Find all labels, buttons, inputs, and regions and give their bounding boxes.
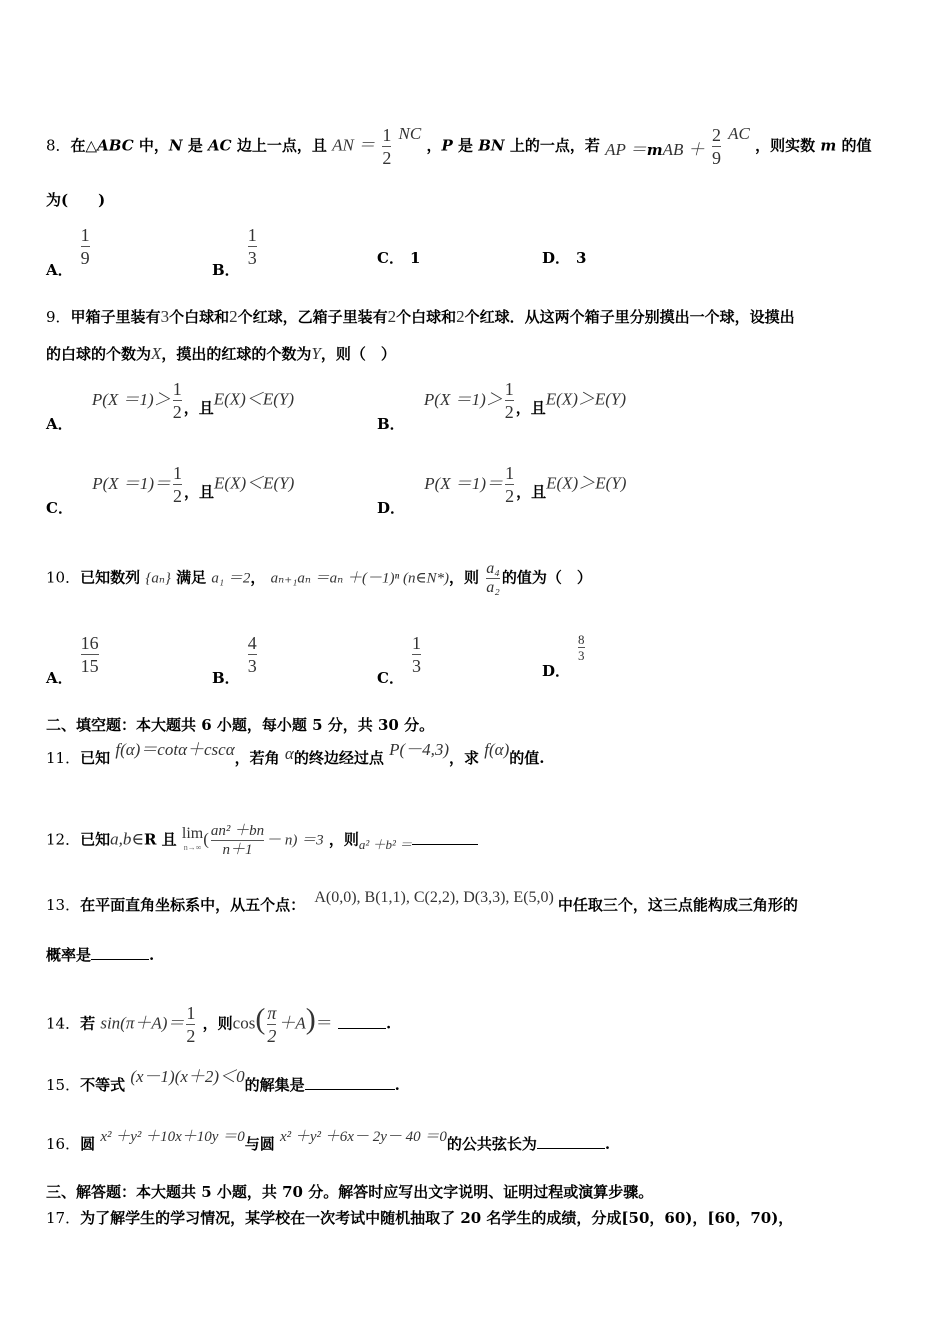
- q9-option-a: A． P(X ＝1)＞ $\frac{1}{2}$ ，且E(X)＜E(Y): [46, 379, 294, 433]
- q8-coef-fraction: $\frac{2}{9}$: [711, 125, 721, 168]
- q8-option-d: D． 3: [542, 249, 587, 267]
- q8-option-b: B． $\frac{1}{3}$: [212, 225, 257, 279]
- q13-answer-blank[interactable]: [91, 945, 149, 960]
- q10-option-d: D． $\frac{8}{3}$: [542, 632, 585, 680]
- q8-number: 8．: [46, 136, 71, 155]
- q9-option-d: D． P(X ＝1)＝ $\frac{1}{2}$ ，且E(X)＞E(Y): [377, 463, 627, 517]
- q13-line2: 概率是 .: [46, 946, 155, 964]
- q10-option-c: C． $\frac{1}{3}$: [377, 633, 421, 687]
- q16-line: 16．圆 x² ＋y² ＋10x＋10y ＝0与圆 x² ＋y² ＋6x－ 2y－ 40 ＝0的公共弦长为 .: [46, 1129, 611, 1153]
- q8-line1: 8．在△ABC 中，N 是 AC 边上一点，且 AN ＝ $\frac{1}{2}$ NC ，P 是 BN 上的一点，若 AP ＝mAB ＋ $\frac{2}{9}$ AC ，则实数 m 的值: [46, 123, 872, 168]
- q9-line2: 的白球的个数为X，摸出的红球的个数为Y，则（ ）: [46, 344, 396, 363]
- q15-answer-blank[interactable]: [305, 1075, 395, 1090]
- q12-line: 12．已知a,b∈R 且 lim n→∞ ( $\frac{\text{an² ＋bn}}{n+1}$ － n) ＝3 ，则a² ＋b² ＝: [46, 822, 478, 859]
- q10-option-a: A． $\frac{16}{15}$: [46, 633, 99, 687]
- q17-line: 17．为了解学生的学习情况，某学校在一次考试中随机抽取了 20 名学生的成绩，分成[50，60)，[60，70)，: [46, 1209, 794, 1227]
- q9-option-b: B． P(X ＝1)＞ $\frac{1}{2}$ ，且E(X)＞E(Y): [377, 379, 627, 433]
- q14-answer-blank[interactable]: [338, 1014, 386, 1029]
- section-2-heading: 二、填空题：本大题共 6 小题，每小题 5 分，共 30 分。: [46, 716, 435, 734]
- q8-option-a: A． $\frac{1}{9}$: [46, 225, 90, 279]
- q10-line: 10．已知数列 {aₙ} 满足 a₁ ＝2， aₙ₊₁aₙ ＝aₙ ＋(－1)ⁿ (n∈N*)，则 $\frac{\text{a₄}}{\text{a₂}}$ 的值为（ ）: [46, 560, 592, 596]
- q8-half-fraction: $\frac{1}{2}$: [382, 125, 392, 168]
- section-3-heading: 三、解答题：本大题共 5 小题，共 70 分。解答时应写出文字说明、证明过程或演算步骤。: [46, 1183, 654, 1201]
- q12-answer-blank[interactable]: [412, 830, 478, 845]
- q11-line: 11．已知 f(α)＝cotα＋cscα，若角 α的终边经过点 P(－4,3)，求 f(α)的值.: [46, 740, 545, 767]
- q8-option-c: C． 1: [377, 249, 421, 267]
- q10-option-b: B． $\frac{4}{3}$: [212, 633, 257, 687]
- q16-answer-blank[interactable]: [537, 1134, 605, 1149]
- q8-line2: 为( ): [46, 191, 106, 209]
- q15-line: 15．不等式 (x－1)(x＋2)＜0的解集是 .: [46, 1067, 400, 1094]
- q8-an-expr: AN ＝: [332, 135, 376, 155]
- q9-line1: 9．甲箱子里装有3个白球和2个红球，乙箱子里装有2个白球和2个红球．从这两个箱子里分别摸出一个球，设摸出: [46, 307, 795, 326]
- q9-option-c: C． P(X ＝1)＝ $\frac{1}{2}$ ，且E(X)＜E(Y): [46, 463, 295, 517]
- q13-line1: 13．在平面直角坐标系中，从五个点： A(0,0), B(1,1), C(2,2), D(3,3), E(5,0) 中任取三个，这三点能构成三角形的: [46, 889, 798, 914]
- q14-line: 14．若 sin(π＋A)＝ $\frac{1}{2}$ ，则cos( $\frac{\pi}{2}$ ＋A)＝ .: [46, 1002, 392, 1046]
